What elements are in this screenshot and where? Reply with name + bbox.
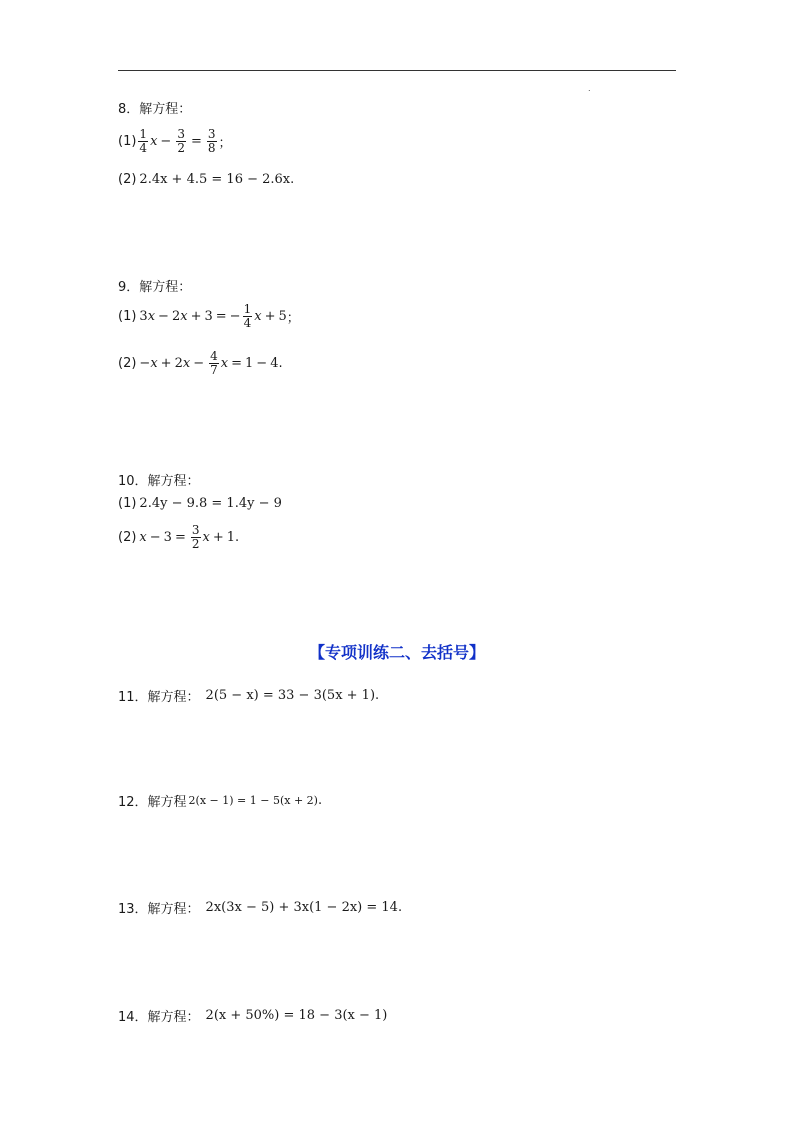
question-13 bbox=[118, 898, 402, 917]
equation: − x + 2 x − $\frac{4}{7}$ x = 1 − 4 bbox=[139, 349, 279, 377]
question-11 bbox=[118, 686, 379, 705]
question-9-part-2 bbox=[118, 350, 283, 377]
question-8-part-1 bbox=[118, 128, 232, 155]
question-8-label: 8．解方程： bbox=[118, 102, 192, 117]
equation: 2(x + 50%) = 18 − 3(x − 1) bbox=[205, 1008, 388, 1023]
question-10-label: 10．解方程： bbox=[118, 474, 200, 489]
question-tail: . bbox=[375, 688, 380, 703]
part-tail: . bbox=[278, 356, 283, 371]
part-index: (2) bbox=[118, 172, 137, 187]
part-index: (2) bbox=[118, 530, 137, 545]
question-10-part-1 bbox=[118, 496, 282, 511]
header-rule bbox=[118, 70, 676, 71]
part-tail: ； bbox=[218, 136, 232, 151]
equation: $\frac{1}{4}$ x − $\frac{3}{2}$ = $\frac{3}{8}$ bbox=[139, 127, 216, 155]
question-9-label: 9．解方程： bbox=[118, 280, 192, 295]
question-12 bbox=[118, 791, 322, 810]
equation: 3 x − 2 x + 3 = − $\frac{1}{4}$ x + 5 bbox=[139, 302, 287, 330]
section-title: 【专项训练二、去括号】 bbox=[308, 643, 485, 662]
equation: x − 3 = $\frac{3}{2}$ x + 1 bbox=[139, 523, 236, 551]
question-8-part-2 bbox=[118, 172, 294, 187]
question-tail: . bbox=[317, 793, 323, 808]
question-label: 13．解方程： bbox=[118, 902, 200, 917]
part-index: (1) bbox=[118, 134, 137, 149]
part-index: (1) bbox=[118, 309, 137, 324]
part-index: (2) bbox=[118, 356, 137, 371]
part-tail: ； bbox=[286, 311, 300, 326]
question-label: 11．解方程： bbox=[118, 690, 200, 705]
equation: 2.4y − 9.8 = 1.4y − 9 bbox=[139, 496, 282, 511]
part-index: (1) bbox=[118, 496, 137, 511]
equation: 2(x − 1) = 1 − 5(x + 2) bbox=[188, 794, 318, 807]
part-tail: . bbox=[290, 172, 295, 187]
equation: 2x(3x − 5) + 3x(1 − 2x) = 14 bbox=[205, 900, 398, 915]
question-14 bbox=[118, 1006, 387, 1025]
equation: 2.4x + 4.5 = 16 − 2.6x bbox=[139, 172, 291, 187]
question-tail: . bbox=[397, 900, 403, 915]
part-tail: . bbox=[235, 530, 240, 545]
question-label: 14．解方程： bbox=[118, 1010, 200, 1025]
question-9-part-1 bbox=[118, 303, 300, 330]
question-10-part-2 bbox=[118, 524, 239, 551]
question-label: 12．解方程 bbox=[118, 795, 187, 810]
equation: 2(5 − x) = 33 − 3(5x + 1) bbox=[205, 688, 376, 703]
page-mark: . bbox=[588, 84, 591, 93]
